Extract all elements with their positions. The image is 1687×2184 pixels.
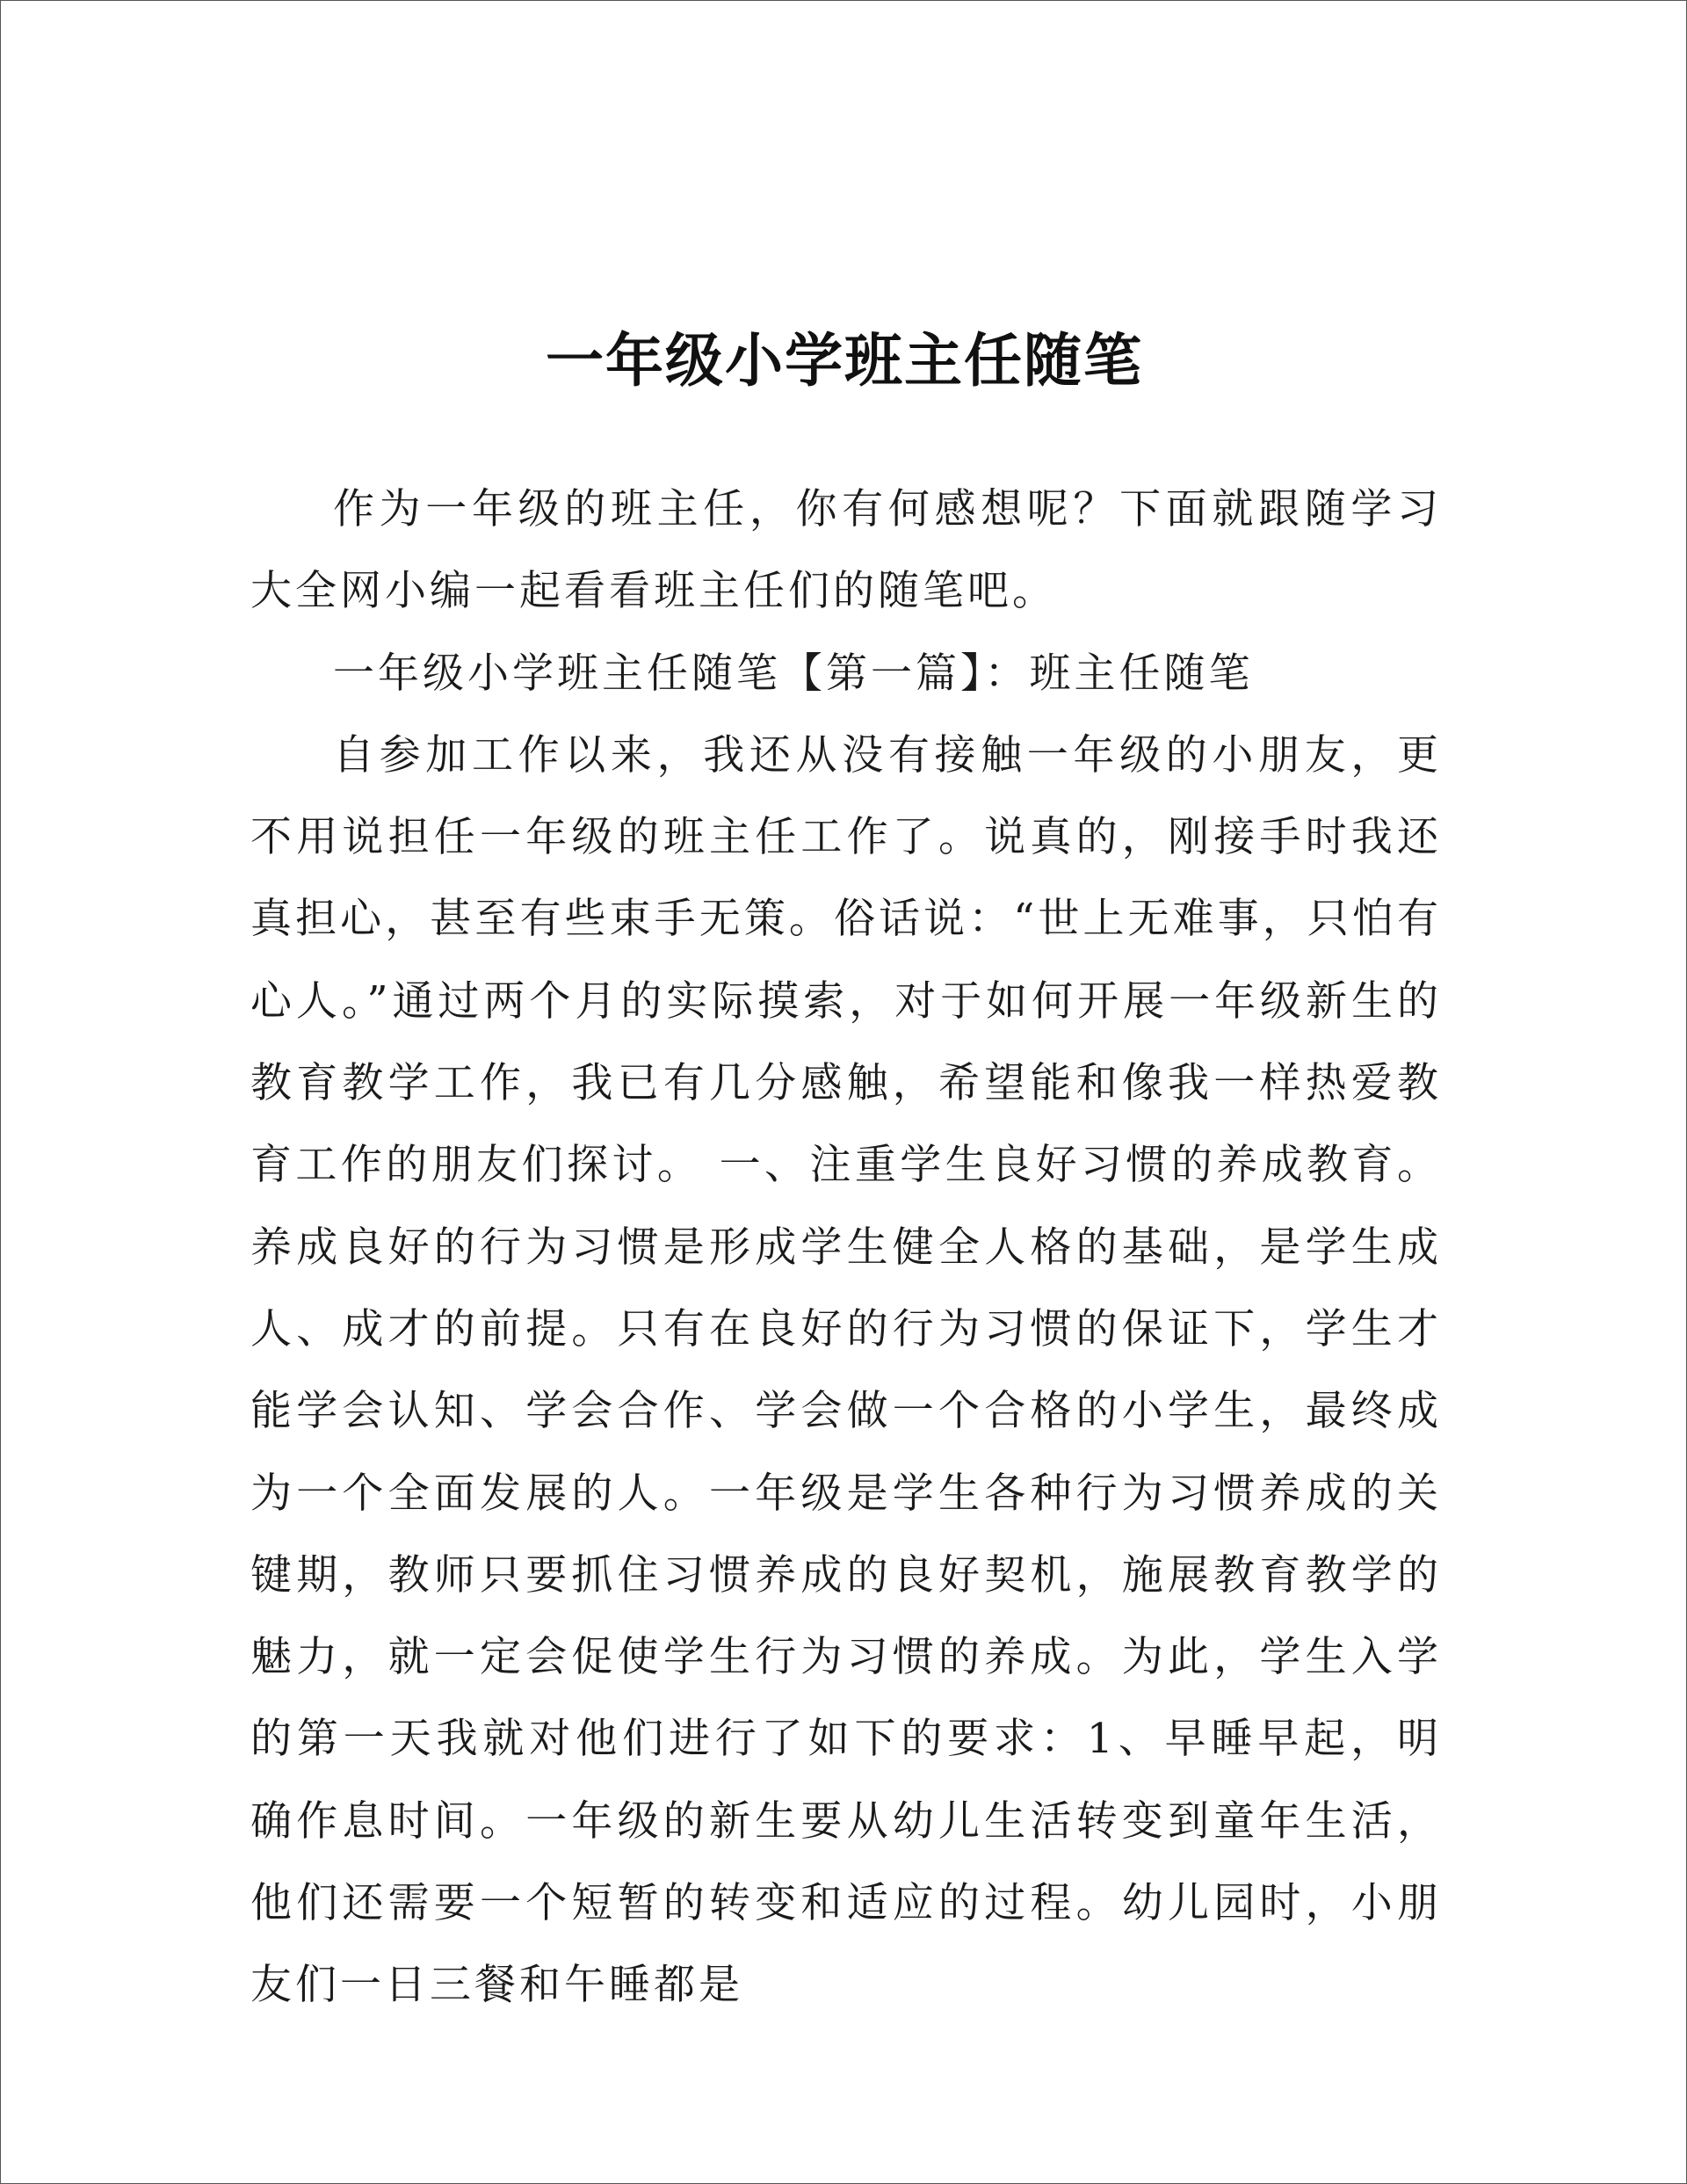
intro-paragraph: 作为一年级的班主任，你有何感想呢？下面就跟随学习大全网小编一起看看班主任们的随笔吧。 [250, 485, 1442, 616]
document-body [250, 468, 1442, 2027]
body-paragraph: 自参加工作以来，我还从没有接触一年级的小朋友，更不用说担任一年级的班主任工作了。说真的，刚接手时我还真担心，甚至有些束手无策。俗话说：“世上无难事，只怕有心人。”通过两个月的实际摸索，对于如何开展一年级新生的教育教学工作，我已有几分感触，希望能和像我一样热爱教育工作的朋友们探讨。 一、注重学生良好习惯的养成教育。养成良好的行为习惯是形成学生健全人格的基础，是学生成人、成才的前提。只有在良好的行为习惯的保证下，学生才能学会认知、学会合作、学会做一个合格的小学生，最终成为一个全面发展的人。一年级是学生各种行为习惯养成的关键期，教师只要抓住习惯养成的良好契机，施展教育教学的魅力，就一定会促使学生行为习惯的养成。为此，学生入学的第一天我就对他们进行了如下的要求：1、早睡早起，明确作息时间。一年级的新生要从幼儿生活转变到童年生活，他们还需要一个短暂的转变和适应的过程。幼儿园时，小朋友们一日三餐和午睡都是 [250, 730, 1442, 2010]
section-heading: 一年级小学班主任随笔【第一篇】：班主任随笔 [333, 649, 1254, 698]
document-title: 一年级小学班主任随笔 [546, 327, 1143, 395]
